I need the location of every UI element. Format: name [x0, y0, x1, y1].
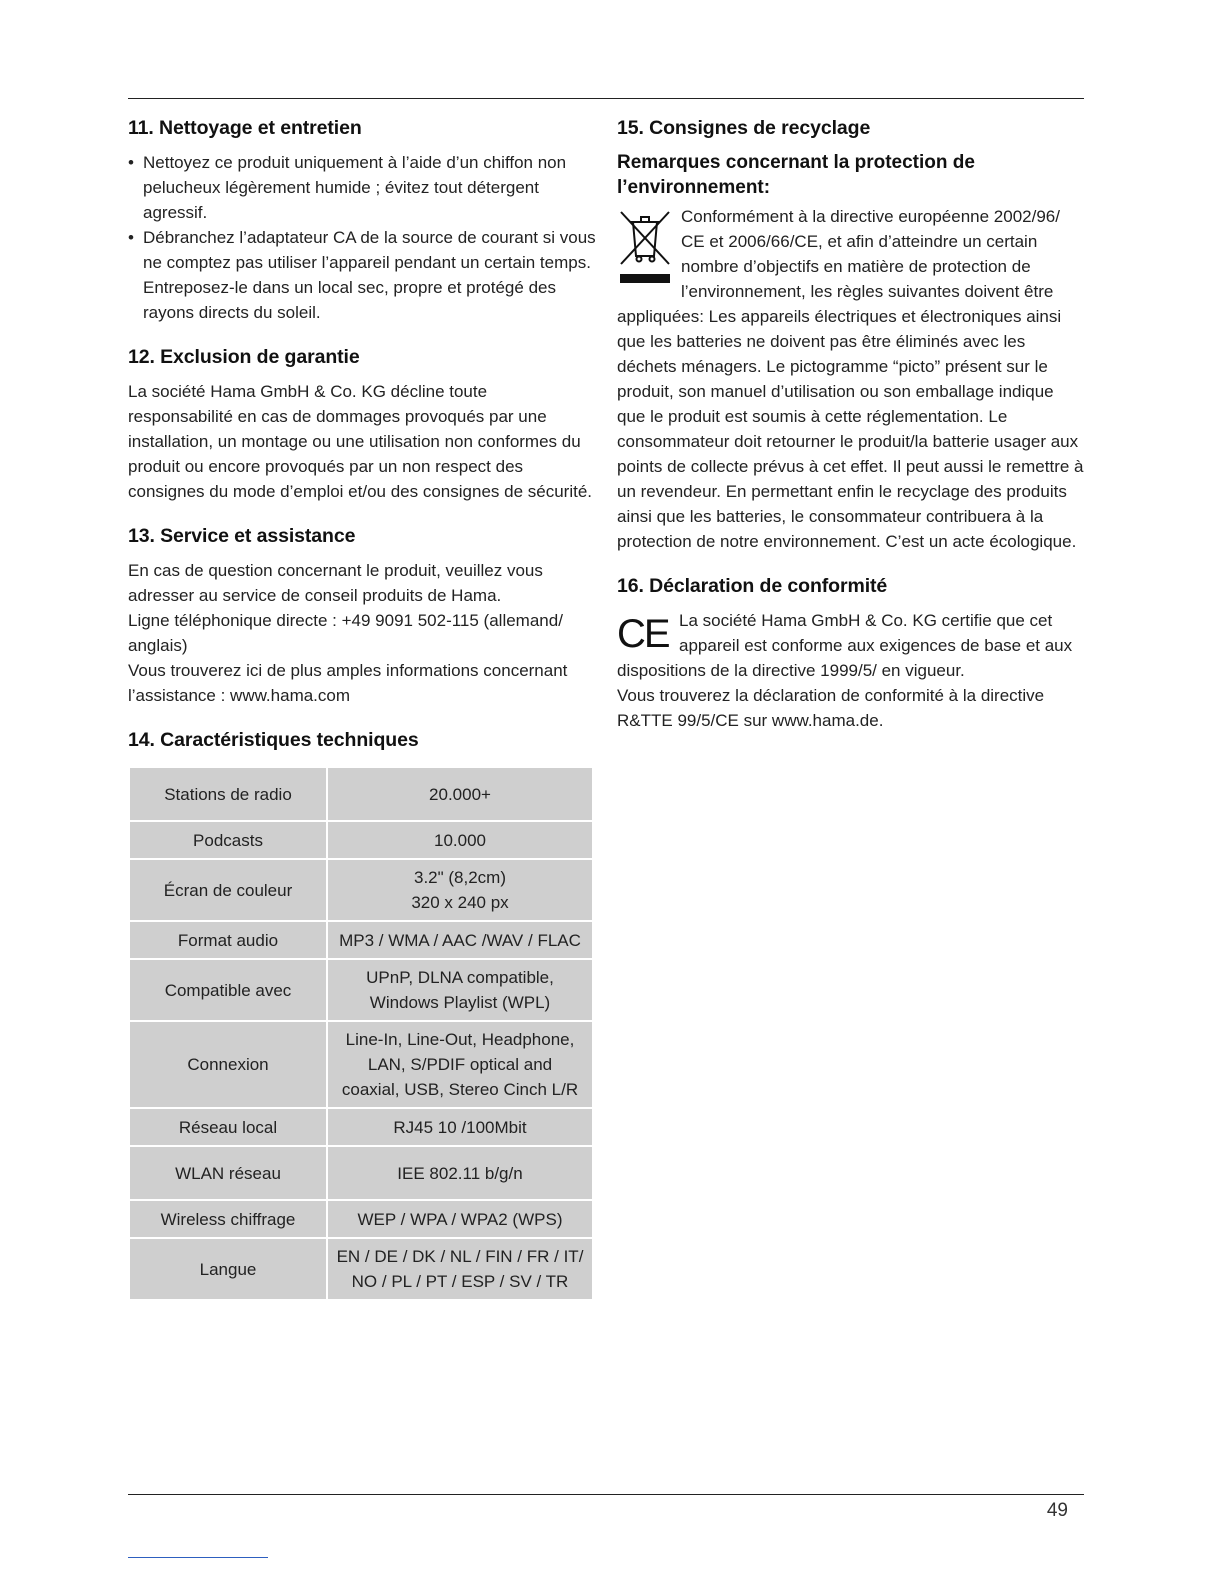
- spec-value: [327, 821, 593, 859]
- section-title-warranty: 12. Exclusion de garantie: [128, 346, 360, 368]
- spec-value-line: WEP / WPA / WPA2 (WPS): [357, 1209, 563, 1229]
- spec-label: Langue: [129, 1238, 327, 1300]
- spec-label: Format audio: [129, 921, 327, 959]
- page-number: 49: [1046, 1500, 1068, 1521]
- table-row: [129, 921, 593, 959]
- section-specs: [128, 726, 596, 1301]
- spec-value-line: 3.2" (8,2cm): [413, 868, 506, 887]
- spec-value: [327, 1021, 593, 1108]
- table-row: [129, 1238, 593, 1300]
- spec-value-line: Windows Playlist (WPL): [369, 993, 551, 1012]
- table-row: [129, 821, 593, 859]
- spec-value: [327, 1200, 593, 1238]
- spec-value-line: 10.000: [434, 830, 486, 850]
- table-row: [129, 859, 593, 921]
- spec-value-line: NO / PL / PT / ESP / SV / TR: [351, 1272, 569, 1291]
- recycling-subtitle: Remarques concernant la protection de l’environnement:: [617, 152, 975, 198]
- spec-value-line: IEE 802.11 b/g/n: [397, 1163, 523, 1183]
- section-title-specs: 14. Caractéristiques techniques: [128, 729, 419, 751]
- spec-label: Wireless chiffrage: [129, 1200, 327, 1238]
- spec-value: [327, 1238, 593, 1300]
- footer-link-underline: [128, 1557, 268, 1558]
- spec-value: [327, 959, 593, 1021]
- spec-value: [327, 1108, 593, 1146]
- spec-value-line: 320 x 240 px: [411, 893, 509, 912]
- spec-label: Podcasts: [129, 821, 327, 859]
- left-column: [128, 114, 596, 1319]
- conformity-body: [617, 608, 1085, 683]
- ce-mark-icon: CE: [617, 612, 669, 656]
- spec-value-line: coaxial, USB, Stereo Cinch L/R: [341, 1080, 579, 1099]
- header-rule: [128, 98, 1084, 99]
- cleaning-bullet-list: [128, 150, 596, 325]
- table-row: [129, 1021, 593, 1108]
- specs-table: [128, 766, 594, 1301]
- section-title-service: 13. Service et assistance: [128, 525, 356, 547]
- crossed-out-bin-icon: [617, 206, 675, 288]
- spec-value-line: MP3 / WMA / AAC /WAV / FLAC: [339, 930, 581, 950]
- spec-value: [327, 921, 593, 959]
- spec-label: Écran de couleur: [129, 859, 327, 921]
- spec-label: Compatible avec: [129, 959, 327, 1021]
- spec-value-line: EN / DE / DK / NL / FIN / FR / IT/: [336, 1247, 584, 1266]
- table-row: [129, 1108, 593, 1146]
- spec-value: [327, 859, 593, 921]
- spec-label: Connexion: [129, 1021, 327, 1108]
- service-text: En cas de question concernant le produit, veuillez vous adresser au service de conseil produits de Hama.: [128, 561, 543, 605]
- section-cleaning: [128, 114, 596, 325]
- service-hotline: Ligne téléphonique directe : +49 9091 502-115 (allemand/ anglais): [128, 611, 563, 655]
- section-title-conformity: 16. Déclaration de conformité: [617, 575, 888, 597]
- section-title-recycling: 15. Consignes de recyclage: [617, 117, 871, 139]
- table-row: [129, 767, 593, 821]
- table-row: [129, 1200, 593, 1238]
- spec-value-line: Line-In, Line-Out, Headphone,: [345, 1030, 575, 1049]
- right-column: [617, 114, 1085, 751]
- conformity-text: La société Hama GmbH & Co. KG certifie que cet appareil est conforme aux exigences de base et aux dispositions de la directive 1999/5/ en vigueur.: [617, 611, 1073, 680]
- section-recycling: [617, 114, 1085, 554]
- footer-rule: [128, 1494, 1084, 1495]
- spec-label: Stations de radio: [129, 767, 327, 821]
- spec-value-line: RJ45 10 /100Mbit: [393, 1117, 527, 1137]
- spec-value: [327, 767, 593, 821]
- section-title-cleaning: 11. Nettoyage et entretien: [128, 117, 362, 139]
- section-conformity: [617, 572, 1085, 733]
- spec-label: Réseau local: [129, 1108, 327, 1146]
- table-row: [129, 1146, 593, 1200]
- spec-value-line: 20.000+: [429, 784, 491, 804]
- section-warranty: [128, 343, 596, 504]
- spec-value: [327, 1146, 593, 1200]
- spec-value-line: UPnP, DLNA compatible,: [366, 968, 554, 987]
- table-row: [129, 959, 593, 1021]
- recycling-body: [617, 204, 1085, 554]
- conformity-link-text: Vous trouverez la déclaration de conformité à la directive R&TTE 99/5/CE sur www.hama.de.: [617, 686, 1045, 730]
- spec-label: WLAN réseau: [129, 1146, 327, 1200]
- warranty-text: La société Hama GmbH & Co. KG décline toute responsabilité en cas de dommages provoqués par une installation, un montage ou une utilisation non conformes du produit ou encore provoqués par un non respect des consignes du mode d’emploi et/ou des consignes de sécurité.: [128, 382, 593, 501]
- recycling-text: Conformément à la directive européenne 2002/96/ CE et 2006/66/CE, et afin d’atteindre un certain nombre d’objectifs en matière de protection de l’environnement, les règles suivantes doivent être appliquées: Les appareils électriques et électroniques ainsi que les batteries ne doivent pas être éliminés avec les déchets ménagers. Le pictogramme “picto” présent sur le produit, son manuel d’utilisation ou son emballage indique que le produit est soumis à cette réglementation. Le consommateur doit retourner le produit/la batterie usager aux points de collecte prévus à cet effet. Il peut aussi le remettre à un revendeur. En permettant enfin le recyclage des produits ainsi que les batteries, le consommateur contribuera à la protection de notre environnement. C’est un acte écologique.: [617, 207, 1084, 551]
- cleaning-bullet: • Nettoyez ce produit uniquement à l’aide d’un chiffon non pelucheux légèrement humide ; évitez tout détergent agressif.: [128, 150, 596, 225]
- section-service: [128, 522, 596, 708]
- spec-value-line: LAN, S/PDIF optical and: [367, 1055, 553, 1074]
- cleaning-bullet: • Débranchez l’adaptateur CA de la source de courant si vous ne comptez pas utiliser l’appareil pendant un certain temps. Entreposez-le dans un local sec, propre et protégé des rayons directs du soleil.: [128, 225, 596, 325]
- service-website: Vous trouverez ici de plus amples informations concernant l’assistance : www.hama.com: [128, 661, 568, 705]
